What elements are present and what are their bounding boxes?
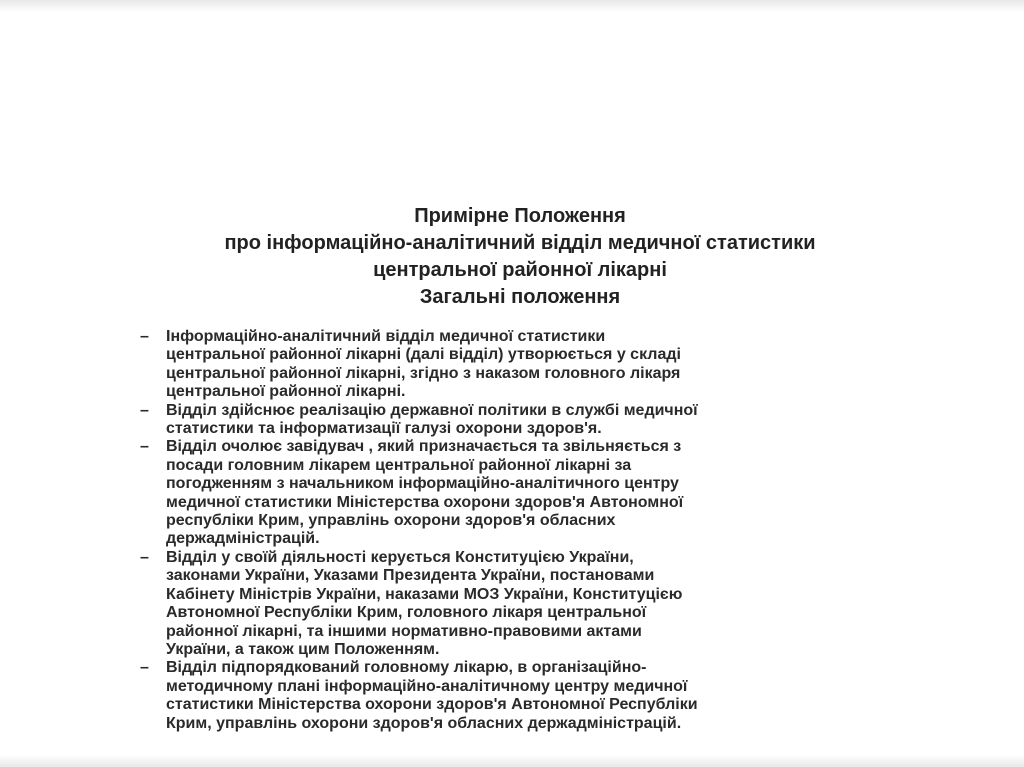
item-line: Кабінету Міністрів України, наказами МОЗ України, Конституцією bbox=[166, 585, 683, 603]
item-line: методичному плані інформаційно-аналітичному центру медичної bbox=[166, 677, 688, 695]
item-line: Відділ здійснює реалізацію державної політики в службі медичної bbox=[166, 401, 698, 419]
section-heading: Загальні положення bbox=[419, 286, 621, 308]
item-line: Відділ у своїй діяльності керується Конституцією України, bbox=[166, 548, 634, 566]
item-line: Автономної Республіки Крим, головного лікаря центральної bbox=[166, 604, 647, 622]
bottom-edge-shadow bbox=[0, 755, 1024, 767]
item-line: погодженням з начальником інформаційно-аналітичного центру bbox=[166, 475, 679, 493]
title-line: про інформаційно-аналітичний відділ медичної статистики bbox=[224, 232, 816, 254]
bullet-dash: – bbox=[140, 438, 149, 456]
list-item bbox=[140, 659, 900, 733]
item-line: республіки Крим, управлінь охорони здоров'я обласних bbox=[166, 512, 616, 530]
item-line: Відділ очолює завідувач , який призначається та звільняється з bbox=[166, 438, 682, 456]
item-line: центральної районної лікарні. bbox=[166, 383, 406, 401]
item-line: медичної статистики Міністерства охорони здоров'я Автономної bbox=[166, 493, 684, 511]
list-item bbox=[140, 402, 900, 439]
item-line: України, а також цим Положенням. bbox=[166, 640, 440, 658]
item-line: Крим, управлінь охорони здоров'я обласних держадміністрацій. bbox=[166, 714, 682, 732]
bullet-dash: – bbox=[140, 548, 149, 566]
list-item bbox=[140, 438, 900, 548]
item-line: статистики та інформатизації галузі охорони здоров'я. bbox=[166, 420, 602, 438]
item-line: статистики Міністерства охорони здоров'я Автономної Республіки bbox=[166, 696, 698, 714]
list-item bbox=[140, 549, 900, 659]
item-line: посади головним лікарем центральної районної лікарні за bbox=[166, 456, 632, 474]
bullet-dash: – bbox=[140, 659, 149, 677]
item-line: держадміністрацій. bbox=[166, 530, 320, 548]
item-line: Відділ підпорядкований головному лікарю, в організаційно- bbox=[166, 659, 647, 677]
document-title bbox=[110, 203, 930, 311]
item-line: центральної районної лікарні (далі відділ) утворюється у складі bbox=[166, 346, 681, 364]
provisions-list bbox=[140, 328, 900, 733]
bullet-dash: – bbox=[140, 328, 149, 345]
bullet-dash: – bbox=[140, 401, 149, 419]
list-item bbox=[140, 328, 900, 402]
item-line: Інформаційно-аналітичний відділ медичної статистики bbox=[166, 328, 606, 345]
top-edge-shadow bbox=[0, 0, 1024, 12]
title-line: Примірне Положення bbox=[414, 205, 626, 227]
title-line: центральної районної лікарні bbox=[373, 259, 667, 281]
item-line: законами України, Указами Президента України, постановами bbox=[166, 567, 655, 585]
item-line: районної лікарні, та іншими нормативно-правовими актами bbox=[166, 622, 642, 640]
item-line: центральної районної лікарні, згідно з наказом головного лікаря bbox=[166, 364, 681, 382]
